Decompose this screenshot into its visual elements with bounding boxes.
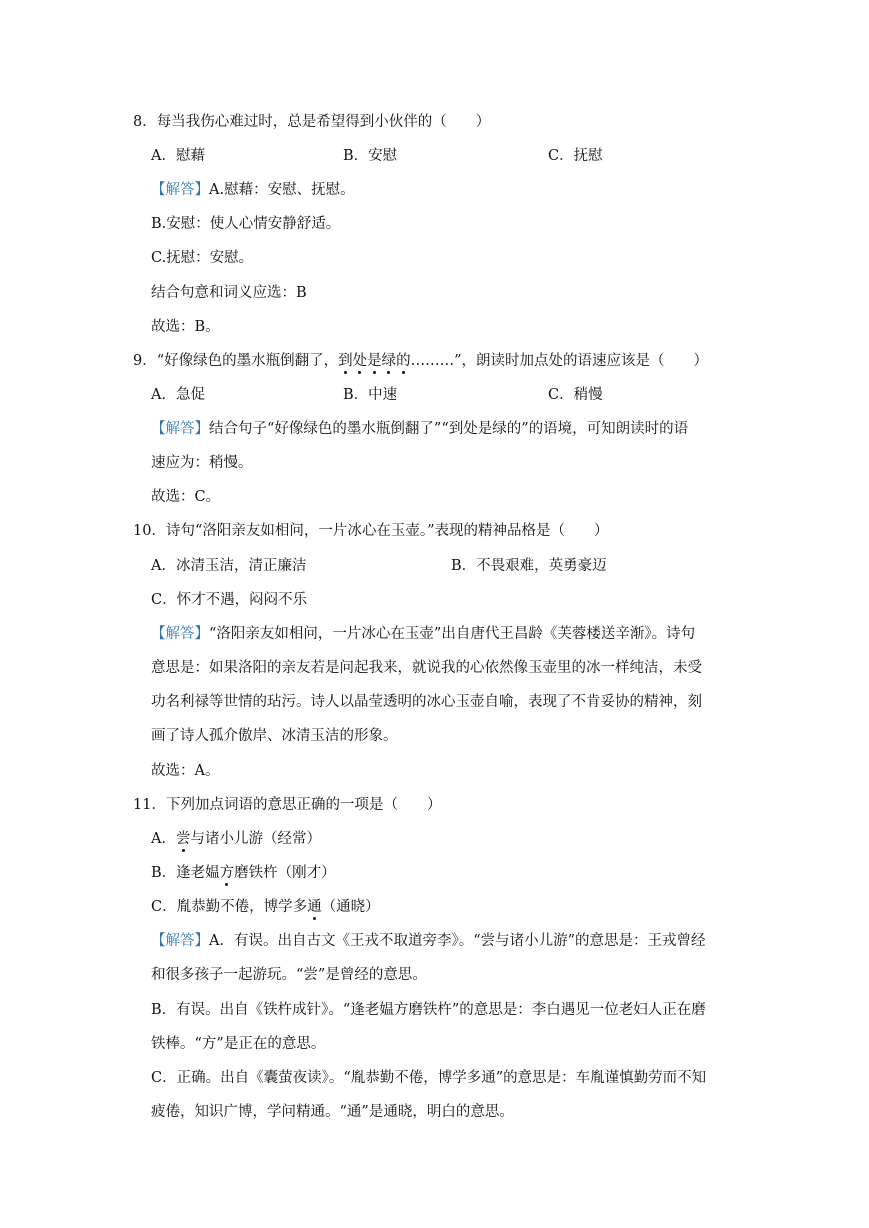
q9-answer-line-2: 速应为：稍慢。: [151, 455, 253, 471]
q8-answer-line-4: 结合句意和词义应选：B: [151, 285, 307, 301]
q9-option-a: A．急促: [151, 387, 205, 403]
answer-tag: 【解答】: [151, 626, 209, 642]
q9-answer-line-1: 【解答】结合句子“好像绿色的墨水瓶倒翻了”“到处是绿的”的语境，可知朗读时的语: [151, 421, 689, 437]
q8-answer-line-2: B.安慰：使人心情安静舒适。: [151, 216, 341, 232]
q11-option-b: B．逢老媪方磨铁杵（刚才）: [151, 865, 336, 881]
q11-option-a: A．尝与诸小儿游（经常）: [151, 831, 321, 847]
dotted-char: 的: [396, 353, 411, 369]
q10-option-a: A．冰清玉洁，清正廉洁: [151, 558, 307, 574]
question-8: 8．每当我伤心难过时，总是希望得到小伙伴的（ ）: [133, 114, 491, 130]
q9-option-c: C．稍慢: [548, 387, 603, 403]
q8-option-c: C．抚慰: [548, 148, 603, 164]
question-11: 11．下列加点词语的意思正确的一项是（ ）: [133, 797, 442, 813]
q8-answer-line-1: 【解答】A.慰藉：安慰、抚慰。: [151, 182, 355, 198]
q11-answer-line-5: C．正确。出自《囊萤夜读》。“胤恭勤不倦，博学多通”的意思是：车胤谨慎勤劳而不知: [151, 1070, 707, 1086]
q8-answer-line-3: C.抚慰：安慰。: [151, 250, 254, 266]
question-9: 9．“好像绿色的墨水瓶倒翻了，到处是绿的………”，朗读时加点处的语速应该是（ ）: [133, 353, 709, 369]
dotted-char: 到: [338, 353, 353, 369]
answer-tag: 【解答】: [151, 421, 209, 437]
q11-answer-line-6: 疲倦，知识广博，学问精通。“通”是通晓，明白的意思。: [151, 1104, 514, 1120]
q11-answer-line-1: 【解答】A．有误。出自古文《王戎不取道旁李》。“尝与诸小儿游”的意思是：王戎曾经: [151, 933, 706, 949]
q9-answer-line-3: 故选：C。: [151, 489, 221, 505]
q10-answer-line-5: 故选：A。: [151, 763, 220, 779]
dotted-char: 绿: [381, 353, 397, 369]
q10-answer-line-1: 【解答】“洛阳亲友如相问，一片冰心在玉壶”出自唐代王昌龄《芙蓉楼送辛渐》。诗句: [151, 626, 696, 642]
answer-tag: 【解答】: [151, 182, 209, 198]
q10-option-c: C．怀才不遇，闷闷不乐: [151, 592, 308, 608]
dotted-char: 是: [367, 353, 382, 369]
q8-option-b: B．安慰: [343, 148, 398, 164]
dotted-char: 尝: [175, 831, 191, 847]
answer-tag: 【解答】: [151, 933, 209, 949]
q10-option-b: B．不畏艰难，英勇豪迈: [451, 558, 607, 574]
q11-answer-line-2: 和很多孩子一起游玩。“尝”是曾经的意思。: [151, 967, 427, 983]
dotted-char: 处: [352, 353, 368, 369]
q11-answer-line-4: 铁棒。“方”是正在的意思。: [151, 1036, 326, 1052]
dotted-char: 方: [219, 865, 235, 881]
q11-option-c: C．胤恭勤不倦，博学多通（通晓）: [151, 899, 380, 915]
q10-answer-line-3: 功名利禄等世情的玷污。诗人以晶莹透明的冰心玉壶自喻，表现了不肯妥协的精神，刻: [151, 694, 702, 710]
q10-answer-line-2: 意思是：如果洛阳的亲友若是问起我来，就说我的心依然像玉壶里的冰一样纯洁，未受: [151, 660, 702, 676]
question-10: 10．诗句“洛阳亲友如相问，一片冰心在玉壶。”表现的精神品格是（ ）: [133, 523, 609, 539]
q10-answer-line-4: 画了诗人孤介傲岸、冰清玉洁的形象。: [151, 728, 398, 744]
q8-option-a: A．慰藉: [151, 148, 205, 164]
q11-answer-line-3: B．有误。出自《铁杵成针》。“逢老媪方磨铁杵”的意思是：李白遇见一位老妇人正在磨: [151, 1002, 706, 1018]
dotted-char: 通: [307, 899, 322, 915]
q8-answer-line-5: 故选：B。: [151, 319, 220, 335]
q9-option-b: B．中速: [343, 387, 398, 403]
